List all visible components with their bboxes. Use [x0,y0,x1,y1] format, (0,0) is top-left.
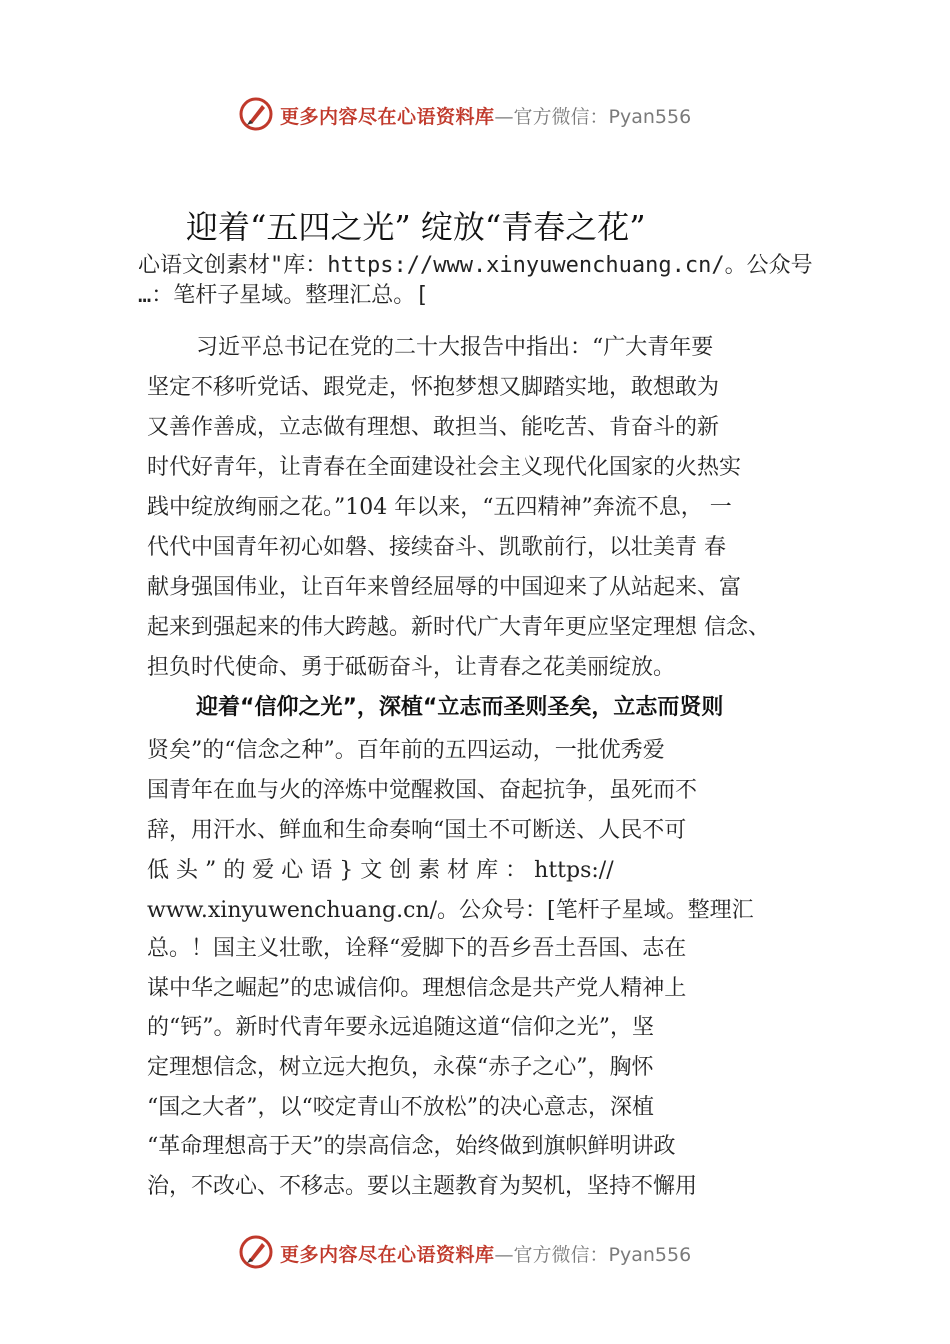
banner-wechat-id: Pyan556 [608,106,692,128]
banner-label: 官方微信： [513,106,609,128]
text-line: 总。！国主义壮歌，诠释“爱脚下的吾乡吾土吾国、志在 [147,936,687,961]
text-line: “国之大者”，以“咬定青山不放松”的决心意志，深植 [147,1095,654,1120]
text-line: 定理想信念，树立远大抱负，永葆“赤子之心”，胸怀 [147,1055,654,1080]
text-line: 时代好青年，让青春在全面建设社会主义现代化国家的火热实 [147,455,742,480]
document-title: 迎着“五四之光” 绽放“青春之花” [186,208,646,246]
text-line: 献身强国伟业，让百年来曾经屈辱的中国迎来了从站起来、富 [147,575,742,600]
banner-slogan: 更多内容尽在心语资料库 [280,1244,495,1266]
banner-dash: — [494,1244,514,1266]
text-line: 又善作善成，立志做有理想、敢担当、能吃苦、肯奋斗的新 [147,415,720,440]
meta-line: 心语文创素材"库：https://www.xinyuwenchuang.cn/。公众号 [138,253,813,278]
pen-logo-icon [238,96,274,132]
text-line: 谋中华之崛起”的忠诚信仰。理想信念是共产党人精神上 [147,976,687,1001]
text-line: 的“钙”。新时代青年要永远追随这道“信仰之光”，坚 [147,1015,654,1040]
text-line: 担负时代使命、勇于砥砺奋斗，让青春之花美丽绽放。 [147,655,676,680]
text-line: 辞，用汗水、鲜血和生命奏响“国土不可断送、人民不可 [147,818,687,843]
banner-dash: — [494,106,514,128]
banner-label: 官方微信： [513,1244,609,1266]
text-line: 贤矣”的“信念之种”。百年前的五四运动，一批优秀爱 [147,738,665,763]
text-line: 习近平总书记在党的二十大报告中指出：“广大青年要 [196,335,714,360]
text-line: 起来到强起来的伟大跨越。新时代广大青年更应坚定理想 信念、 [147,615,770,640]
section-heading: 迎着“信仰之光”，深植“立志而圣则圣矣，立志而贤则 [196,695,724,720]
text-line: 治，不改心、不移志。要以主题教育为契机，坚持不懈用 [147,1174,698,1199]
header-banner [0,94,950,134]
text-line: 低 头 ” 的 爱 心 语 } 文 创 素 材 库 ： https:// [147,858,614,883]
text-line: 坚定不移听党话、跟党走，怀抱梦想又脚踏实地，敢想敢为 [147,375,720,400]
meta-line: …：笔杆子星域。整理汇总。[ [138,283,429,308]
text-line: 践中绽放绚丽之花。”104 年以来，“五四精神”奔流不息， 一 [147,495,732,520]
banner-slogan: 更多内容尽在心语资料库 [280,106,495,128]
banner-wechat-id: Pyan556 [608,1244,692,1266]
text-line: www.xinyuwenchuang.cn/。公众号：[笔杆子星域。整理汇 [147,898,754,923]
text-line: 国青年在血与火的淬炼中觉醒救国、奋起抗争，虽死而不 [147,778,698,803]
footer-banner [0,1232,950,1272]
pen-logo-icon [238,1234,274,1270]
text-line: 代代中国青年初心如磐、接续奋斗、凯歌前行，以壮美青 春 [147,535,726,560]
text-line: “革命理想高于天”的崇高信念，始终做到旗帜鲜明讲政 [147,1134,676,1159]
